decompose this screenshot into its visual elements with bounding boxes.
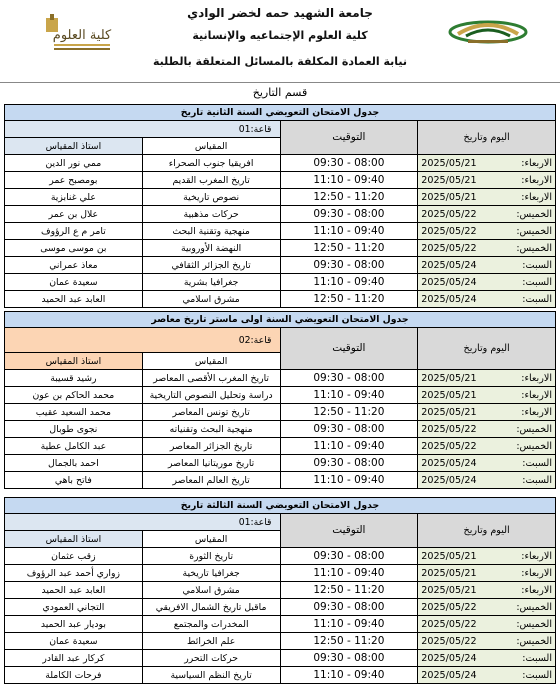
time-cell: 08:00 - 09:30 [280,650,418,667]
table-row [5,257,556,274]
module-cell: نصوص تاريخية [142,189,280,206]
day-name: الخميس: [516,423,552,435]
time-cell: 08:00 - 09:30 [280,548,418,565]
day-name: الخميس: [516,242,552,254]
col-header-date: اليوم وتاريخ [418,328,556,370]
module-cell: النهضة الأوروبية [142,240,280,257]
time-cell: 11:20 - 12:50 [280,240,418,257]
day-name: السبت: [522,293,552,305]
module-cell: تاريخ المغرب القديم [142,172,280,189]
day-name: الخميس: [516,601,552,613]
professor-cell: نجوى طوبال [5,421,143,438]
module-cell: تاريخ الثورة [142,548,280,565]
day-name: الخميس: [516,618,552,630]
table-row [5,189,556,206]
module-cell: تاريخ تونس المعاصر [142,404,280,421]
col-header-date: اليوم وتاريخ [418,514,556,548]
time-cell: 08:00 - 09:30 [280,155,418,172]
date-cell [418,667,556,684]
table-row [5,291,556,308]
table-row [5,421,556,438]
rows [5,370,556,489]
date-value: 2025/05/21 [421,191,477,203]
date-value: 2025/05/24 [421,652,477,664]
time-cell: 09:40 - 11:10 [280,387,418,404]
time-cell: 09:40 - 11:10 [280,616,418,633]
professor-cell: التجاني العمودي [5,599,143,616]
day-name: الاربعاء: [521,174,552,186]
room-label: قاعة:01 [5,514,281,531]
date-value: 2025/05/24 [421,669,477,681]
day-name: الاربعاء: [521,372,552,384]
col-header-professor: استاذ المقياس [5,531,143,548]
professor-cell: زقب عثمان [5,548,143,565]
date-cell [418,455,556,472]
professor-cell: ممي نور الدين [5,155,143,172]
date-cell [418,206,556,223]
table-row [5,172,556,189]
col-header-time: التوقيت [280,514,418,548]
professor-cell: كركار عبد القادر [5,650,143,667]
day-name: السبت: [522,276,552,288]
room-label: قاعة:02 [5,328,281,353]
date-value: 2025/05/21 [421,157,477,169]
time-cell: 08:00 - 09:30 [280,206,418,223]
col-header-professor: استاذ المقياس [5,353,143,370]
time-cell: 11:20 - 12:50 [280,404,418,421]
date-value: 2025/05/21 [421,372,477,384]
day-name: الاربعاء: [521,584,552,596]
day-name: السبت: [522,669,552,681]
module-cell: ماقبل تاريخ الشمال الافريقي [142,599,280,616]
svg-text:كلية العلوم: كلية العلوم [52,28,112,43]
date-cell [418,650,556,667]
date-cell [418,189,556,206]
table-row [5,582,556,599]
date-value: 2025/05/22 [421,601,477,613]
professor-cell: احمد بالجمال [5,455,143,472]
schedule-table-master1 [4,311,556,489]
section-title: جدول الامتحان التعويضي السنة اولى ماستر تاريخ معاصر [5,312,556,328]
table-row [5,155,556,172]
time-cell: 09:40 - 11:10 [280,438,418,455]
date-value: 2025/05/24 [421,474,477,486]
col-header-time: التوقيت [280,121,418,155]
department-bar [0,82,560,102]
time-cell: 08:00 - 09:30 [280,421,418,438]
date-value: 2025/05/21 [421,584,477,596]
date-cell [418,633,556,650]
date-cell [418,370,556,387]
day-name: السبت: [522,259,552,271]
day-name: السبت: [522,457,552,469]
day-name: الاربعاء: [521,389,552,401]
date-value: 2025/05/24 [421,276,477,288]
module-cell: علم الخرائط [142,633,280,650]
table-row [5,472,556,489]
professor-cell: بومصبح عمر [5,172,143,189]
department-name: قسم التاريخ [252,86,308,99]
date-value: 2025/05/24 [421,293,477,305]
module-cell: دراسة وتحليل النصوص التاريخية [142,387,280,404]
date-cell [418,582,556,599]
time-cell: 11:20 - 12:50 [280,633,418,650]
module-cell: تاريخ النظم السياسية [142,667,280,684]
col-header-time: التوقيت [280,328,418,370]
date-cell [418,438,556,455]
table-row [5,599,556,616]
time-cell: 11:20 - 12:50 [280,582,418,599]
date-cell [418,616,556,633]
module-cell: تاريخ الجزائر المعاصر [142,438,280,455]
professor-cell: سعيدة عمان [5,633,143,650]
col-header-date: اليوم وتاريخ [418,121,556,155]
professor-cell: محمد السعيد عقيب [5,404,143,421]
module-cell: منهجية وتقنية البحث [142,223,280,240]
professor-cell: فاتح باهي [5,472,143,489]
date-cell [418,291,556,308]
date-cell [418,257,556,274]
section-title: جدول الامتحان التعويضي السنة الثالثة تاريخ [5,498,556,514]
day-name: السبت: [522,474,552,486]
professor-cell: العابد عبد الحميد [5,582,143,599]
module-cell: افريقيا جنوب الصحراء [142,155,280,172]
time-cell: 09:40 - 11:10 [280,172,418,189]
rows [5,155,556,308]
table-row [5,370,556,387]
date-cell [418,274,556,291]
table-row [5,387,556,404]
module-cell: منهجية البحث وتقنياته [142,421,280,438]
date-value: 2025/05/21 [421,550,477,562]
professor-cell: عبد الكامل عطية [5,438,143,455]
day-name: الخميس: [516,225,552,237]
date-value: 2025/05/24 [421,259,477,271]
date-cell [418,472,556,489]
table-row [5,650,556,667]
module-cell: حركات مذهبية [142,206,280,223]
professor-cell: علال بن عمر [5,206,143,223]
module-cell: حركات التحرر [142,650,280,667]
time-cell: 09:40 - 11:10 [280,667,418,684]
module-cell: جغرافيا بشرية [142,274,280,291]
day-name: الخميس: [516,208,552,220]
table-row [5,240,556,257]
date-cell [418,387,556,404]
professor-cell: بوديار عبد الحميد [5,616,143,633]
time-cell: 11:20 - 12:50 [280,291,418,308]
time-cell: 11:20 - 12:50 [280,189,418,206]
professor-cell: العابد عبد الحميد [5,291,143,308]
time-cell: 09:40 - 11:10 [280,223,418,240]
module-cell: المخدرات والمجتمع [142,616,280,633]
date-value: 2025/05/24 [421,457,477,469]
day-name: السبت: [522,652,552,664]
professor-cell: تامر م ع الرؤوف [5,223,143,240]
date-cell [418,172,556,189]
date-value: 2025/05/22 [421,618,477,630]
day-name: الاربعاء: [521,567,552,579]
module-cell: تاريخ الجزائر الثقافي [142,257,280,274]
date-cell [418,223,556,240]
date-cell [418,565,556,582]
module-cell: جغرافيا تاريخية [142,565,280,582]
table-row [5,206,556,223]
rows [5,548,556,684]
day-name: الخميس: [516,635,552,647]
table-row [5,667,556,684]
day-name: الاربعاء: [521,191,552,203]
col-header-module: المقياس [142,531,280,548]
col-header-professor: استاذ المقياس [5,138,143,155]
office-name: نيابة العمادة المكلفة بالمسائل المتعلقة بالطلبة [152,55,408,68]
professor-cell: بن موسى موسى [5,240,143,257]
table-row [5,616,556,633]
module-cell: تاريخ موريتانيا المعاصر [142,455,280,472]
professor-cell: علي غنابزية [5,189,143,206]
table-row [5,438,556,455]
module-cell: تاريخ المغرب الأقصى المعاصر [142,370,280,387]
table-row [5,633,556,650]
table-row [5,404,556,421]
date-value: 2025/05/21 [421,389,477,401]
module-cell: تاريخ العالم المعاصر [142,472,280,489]
professor-cell: سعيدة عمان [5,274,143,291]
professor-cell: فرحات الكاملة [5,667,143,684]
time-cell: 08:00 - 09:30 [280,455,418,472]
module-cell: مشرق اسلامي [142,582,280,599]
professor-cell: معاذ عمراني [5,257,143,274]
date-value: 2025/05/21 [421,567,477,579]
date-value: 2025/05/22 [421,635,477,647]
module-cell: مشرق اسلامي [142,291,280,308]
schedule-table-year3 [4,497,556,684]
time-cell: 09:40 - 11:10 [280,274,418,291]
date-value: 2025/05/21 [421,406,477,418]
date-cell [418,240,556,257]
date-value: 2025/05/22 [421,208,477,220]
university-name: جامعة الشهيد حمه لخضر الوادي [187,6,373,20]
room-label: قاعة:01 [5,121,281,138]
date-cell [418,155,556,172]
time-cell: 08:00 - 09:30 [280,599,418,616]
date-cell [418,421,556,438]
professor-cell: رشيد قسيبة [5,370,143,387]
table-row [5,274,556,291]
col-header-module: المقياس [142,353,280,370]
date-value: 2025/05/21 [421,174,477,186]
date-cell [418,599,556,616]
time-cell: 08:00 - 09:30 [280,257,418,274]
section-title: جدول الامتحان التعويضي السنة الثانية تاريخ [5,105,556,121]
table-row [5,565,556,582]
time-cell: 09:40 - 11:10 [280,472,418,489]
date-value: 2025/05/22 [421,440,477,452]
day-name: الاربعاء: [521,406,552,418]
table-row [5,223,556,240]
faculty-name: كلية العلوم الإجتماعيه والإنسانية [192,29,368,42]
date-value: 2025/05/22 [421,225,477,237]
date-value: 2025/05/22 [421,242,477,254]
day-name: الاربعاء: [521,550,552,562]
date-cell [418,548,556,565]
professor-cell: زواري أحمد عبد الرؤوف [5,565,143,582]
col-header-module: المقياس [142,138,280,155]
schedule-table-year2 [4,104,556,308]
day-name: الاربعاء: [521,157,552,169]
table-row [5,548,556,565]
date-value: 2025/05/22 [421,423,477,435]
table-row [5,455,556,472]
day-name: الخميس: [516,440,552,452]
time-cell: 09:40 - 11:10 [280,565,418,582]
time-cell: 08:00 - 09:30 [280,370,418,387]
date-cell [418,404,556,421]
professor-cell: محمد الحاكم بن عون [5,387,143,404]
